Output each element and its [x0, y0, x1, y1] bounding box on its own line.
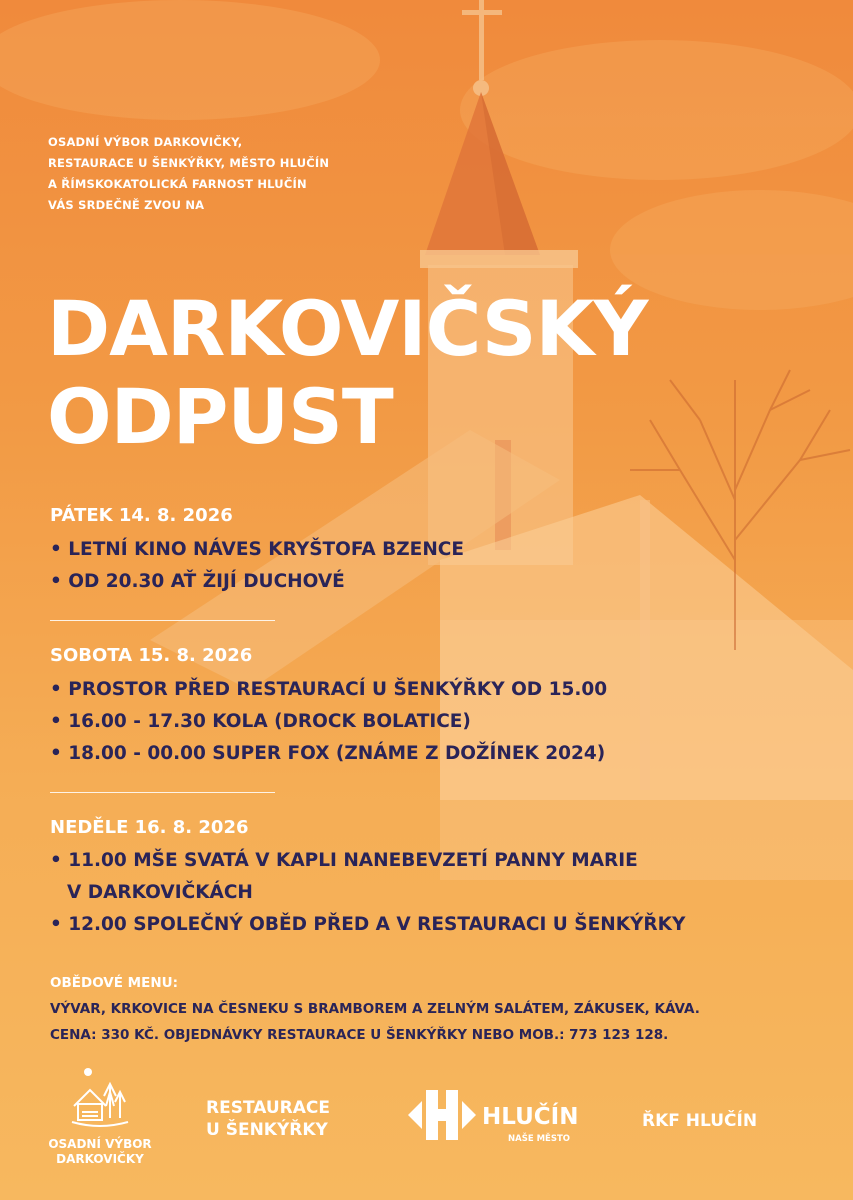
logo-line: OSADNÍ VÝBOR [48, 1137, 152, 1151]
hlucin-city-logo-icon [408, 1086, 476, 1144]
lunch-menu [50, 970, 700, 1048]
event-title [47, 285, 647, 461]
program-item: • 18.00 - 00.00 SUPER FOX (ZNÁME Z DOŽÍNEK 2024) [50, 743, 606, 764]
program-item: V DARKOVIČKÁCH [67, 882, 253, 903]
saturday-program [50, 674, 607, 770]
village-house-trees-icon [68, 1066, 132, 1130]
hlucin-logo-name: HLUČÍN [482, 1104, 579, 1130]
saturday-heading: SOBOTA 15. 8. 2026 [50, 645, 253, 666]
program-item: • LETNÍ KINO NÁVES KRYŠTOFA BZENCE [50, 539, 465, 560]
menu-price-order: CENA: 330 KČ. OBJEDNÁVKY RESTAURACE U ŠENKÝŘKY NEBO MOB.: 773 123 128. [50, 1027, 669, 1043]
program-item: • PROSTOR PŘED RESTAURACÍ U ŠENKÝŘKY OD 15.00 [50, 679, 608, 700]
intro-line: VÁS SRDEČNĚ ZVOU NA [48, 198, 205, 212]
title-line: ODPUST [47, 372, 393, 461]
logo-line: U ŠENKÝŘKY [206, 1120, 328, 1140]
section-divider [50, 620, 275, 621]
intro-line: RESTAURACE U ŠENKÝŘKY, MĚSTO HLUČÍN [48, 156, 330, 170]
sunday-heading: NEDĚLE 16. 8. 2026 [50, 817, 249, 838]
rkf-hlucin-logo-text: ŘKF HLUČÍN [642, 1111, 758, 1131]
menu-heading: OBĚDOVÉ MENU: [50, 975, 178, 991]
logo-line: RESTAURACE [206, 1098, 330, 1118]
logo-line: DARKOVIČKY [56, 1152, 144, 1166]
menu-description: VÝVAR, KRKOVICE NA ČESNEKU S BRAMBOREM A ZELNÝM SALÁTEM, ZÁKUSEK, KÁVA. [50, 1001, 700, 1017]
intro-line: A ŘÍMSKOKATOLICKÁ FARNOST HLUČÍN [48, 177, 307, 191]
title-line: DARKOVIČSKÝ [47, 284, 648, 373]
osadni-vybor-logo-text [44, 1137, 156, 1167]
intro-line: OSADNÍ VÝBOR DARKOVIČKY, [48, 135, 243, 149]
sunday-program [50, 845, 685, 941]
program-item: • 12.00 SPOLEČNÝ OBĚD PŘED A V RESTAURACI U ŠENKÝŘKY [50, 914, 686, 935]
restaurace-logo-text [206, 1097, 330, 1141]
hlucin-logo-tagline: NAŠE MĚSTO [508, 1134, 570, 1144]
program-item: • 11.00 MŠE SVATÁ V KAPLI NANEBEVZETÍ PANNY MARIE [50, 850, 638, 871]
program-item: • 16.00 - 17.30 KOLA (DROCK BOLATICE) [50, 711, 471, 732]
program-item: • OD 20.30 AŤ ŽIJÍ DUCHOVÉ [50, 571, 345, 592]
friday-heading: PÁTEK 14. 8. 2026 [50, 505, 233, 526]
section-divider [50, 792, 275, 793]
friday-program [50, 534, 464, 598]
invitation-text [48, 132, 329, 216]
